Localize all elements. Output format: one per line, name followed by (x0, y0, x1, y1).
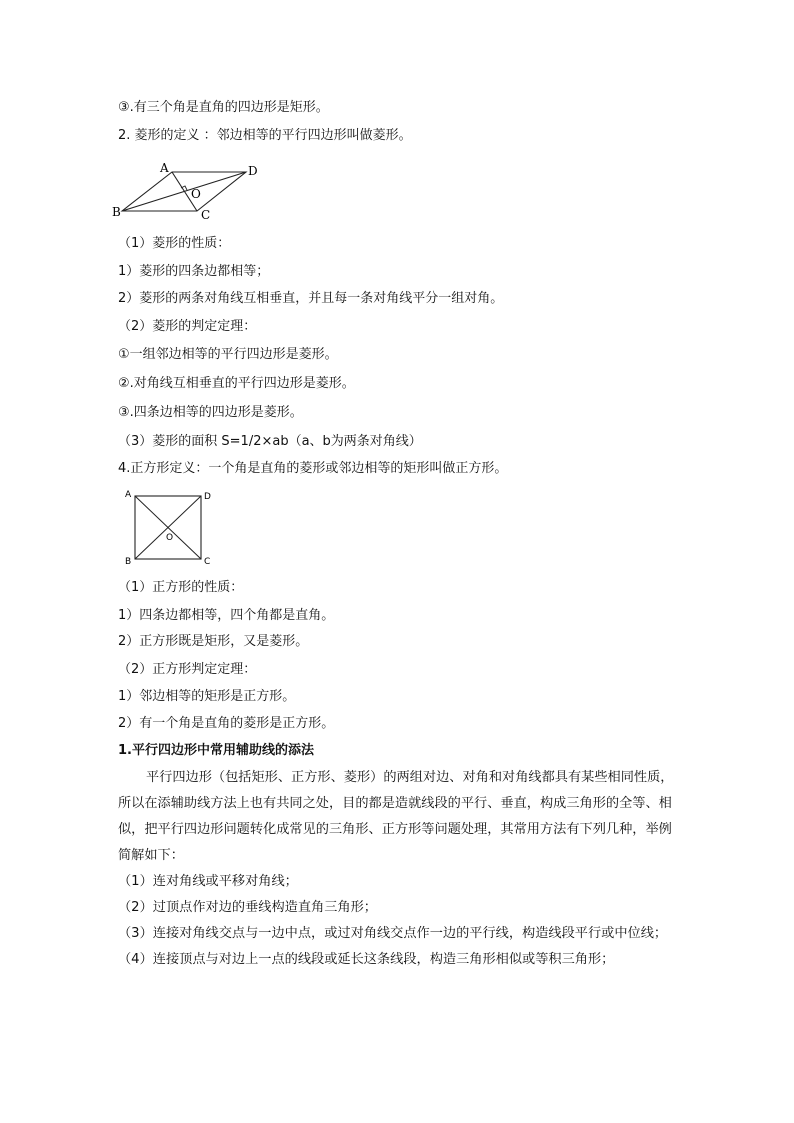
aux-method-1: （1）连对角线或平移对角线； (118, 874, 298, 889)
aux-method-4: （4）连接顶点与对边上一点的线段或延长这条线段，构造三角形相似或等积三角形； (118, 952, 615, 967)
rhombus-figure (112, 158, 262, 224)
label-A: A (160, 161, 169, 175)
label-O: O (191, 187, 201, 201)
square-label-O: O (166, 533, 174, 543)
square-judgement-title: （2）正方形判定定理： (118, 662, 257, 677)
square-figure (122, 486, 214, 570)
label-D: D (248, 164, 258, 178)
rhombus-judgement-3: ③.四条边相等的四边形是菱形。 (118, 405, 303, 420)
rhombus-judgement-1: ①一组邻边相等的平行四边形是菱形。 (118, 347, 338, 362)
square-label-D: D (204, 492, 211, 502)
square-label-A: A (125, 490, 132, 500)
label-C: C (201, 208, 211, 222)
square-judgement-1: 1）邻边相等的矩形是正方形。 (118, 689, 296, 704)
rhombus-property-1: 1）菱形的四条边都相等； (118, 264, 270, 279)
square-properties-title: （1）正方形的性质： (118, 580, 244, 595)
rhombus-area: （3）菱形的面积 S=1/2×ab（a、b为两条对角线） (118, 434, 422, 449)
square-property-1: 1）四条边都相等，四个角都是直角。 (118, 608, 335, 623)
rect-theorem-3: ③.有三个角是直角的四边形是矩形。 (118, 100, 329, 115)
square-definition: 4.正方形定义：一个角是直角的菱形或邻边相等的矩形叫做正方形。 (118, 461, 508, 476)
aux-lines-title: 1.平行四边形中常用辅助线的添法 (118, 743, 314, 758)
rhombus-judgement-title: （2）菱形的判定定理： (118, 319, 257, 334)
aux-paragraph: 平行四边形（包括矩形、正方形、菱形）的两组对边、对角和对角线都具有某些相同性质，所以在添辅助线方法上也有共同之处，目的都是造就线段的平行、垂直，构成三角形的全等、相似，把平行四边形问题转化成常见的三角形、正方形等问题处理，其常用方法有下列几种，举例简解如下： (118, 770, 674, 863)
label-B: B (112, 205, 121, 219)
square-property-2: 2）正方形既是矩形，又是菱形。 (118, 634, 309, 649)
square-label-C: C (204, 557, 211, 567)
aux-lines-body (118, 765, 678, 973)
aux-method-2: （2）过顶点作对边的垂线构造直角三角形； (118, 900, 377, 915)
rhombus-judgement-2: ②.对角线互相垂直的平行四边形是菱形。 (118, 376, 355, 391)
square-judgement-2: 2）有一个角是直角的菱形是正方形。 (118, 716, 335, 731)
square-label-B: B (125, 557, 132, 567)
rhombus-properties-title: （1）菱形的性质： (118, 236, 231, 251)
aux-method-3: （3）连接对角线交点与一边中点，或过对角线交点作一边的平行线，构造线段平行或中位线； (118, 926, 668, 941)
rhombus-property-2: 2）菱形的两条对角线互相垂直，并且每一条对角线平分一组对角。 (118, 291, 504, 306)
rhombus-definition: 2. 菱形的定义 ：邻边相等的平行四边形叫做菱形。 (118, 128, 412, 143)
